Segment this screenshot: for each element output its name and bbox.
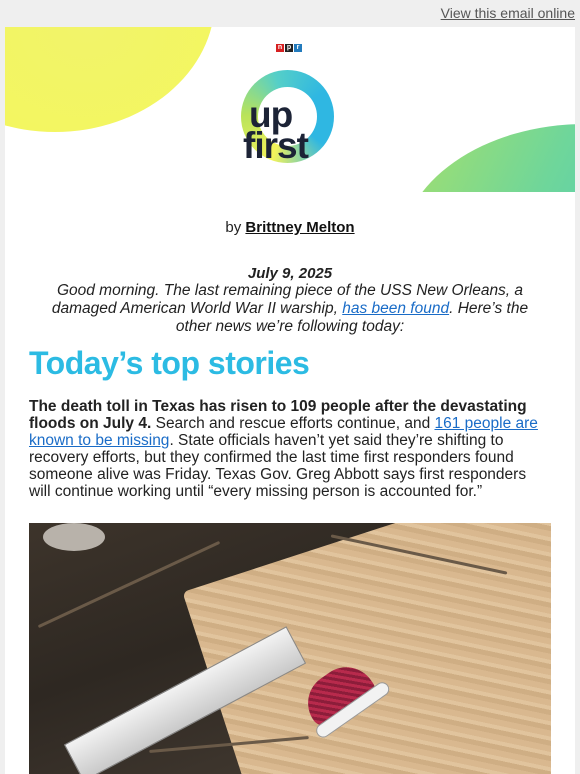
view-online-link[interactable]: View this email online <box>440 5 575 21</box>
byline-prefix: by <box>225 219 242 236</box>
green-blob-decoration <box>400 124 575 192</box>
section-title: Today’s top stories <box>29 345 310 381</box>
npr-letter-p: p <box>286 44 292 51</box>
npr-logo <box>276 44 302 52</box>
logo-line-up: up <box>249 94 293 135</box>
story-text-2: . State officials haven’t yet said they’re shifting to recovery efforts, but they confirmed the last time first responders found someone alive was Friday. Texas Gov. Greg Abbott says first responders will continue working until “every missing person is accounted for.” <box>29 432 527 500</box>
yellow-blob-decoration <box>5 27 215 132</box>
stone-shape <box>43 523 105 551</box>
intro-text-before: Good morning. The last remaining piece of the USS New Orleans, a damaged American World War II warship, <box>51 282 524 317</box>
intro-link[interactable]: has been found <box>342 300 450 317</box>
logo-line-first: first <box>243 125 308 166</box>
story-paragraph <box>29 398 549 500</box>
intro-text-after: . Here’s the other news we’re following today: <box>175 300 529 335</box>
header-banner <box>5 27 575 192</box>
top-bar <box>0 0 580 26</box>
story-lead: The death toll in Texas has risen to 109 people after the devastating floods on July 4. <box>29 398 527 432</box>
story-photo[interactable] <box>29 523 551 774</box>
email-card <box>5 27 575 774</box>
missing-people-link[interactable]: 161 people are known to be missing <box>29 415 538 449</box>
author-link[interactable]: Brittney Melton <box>245 219 355 236</box>
issue-date: July 9, 2025 <box>247 265 333 282</box>
intro-paragraph <box>35 282 545 336</box>
npr-letter-r: r <box>294 44 302 52</box>
up-first-logo <box>239 94 349 166</box>
story-text-1: Search and rescue efforts continue, and <box>151 415 435 432</box>
byline <box>5 219 575 236</box>
npr-letter-n: n <box>277 44 283 51</box>
